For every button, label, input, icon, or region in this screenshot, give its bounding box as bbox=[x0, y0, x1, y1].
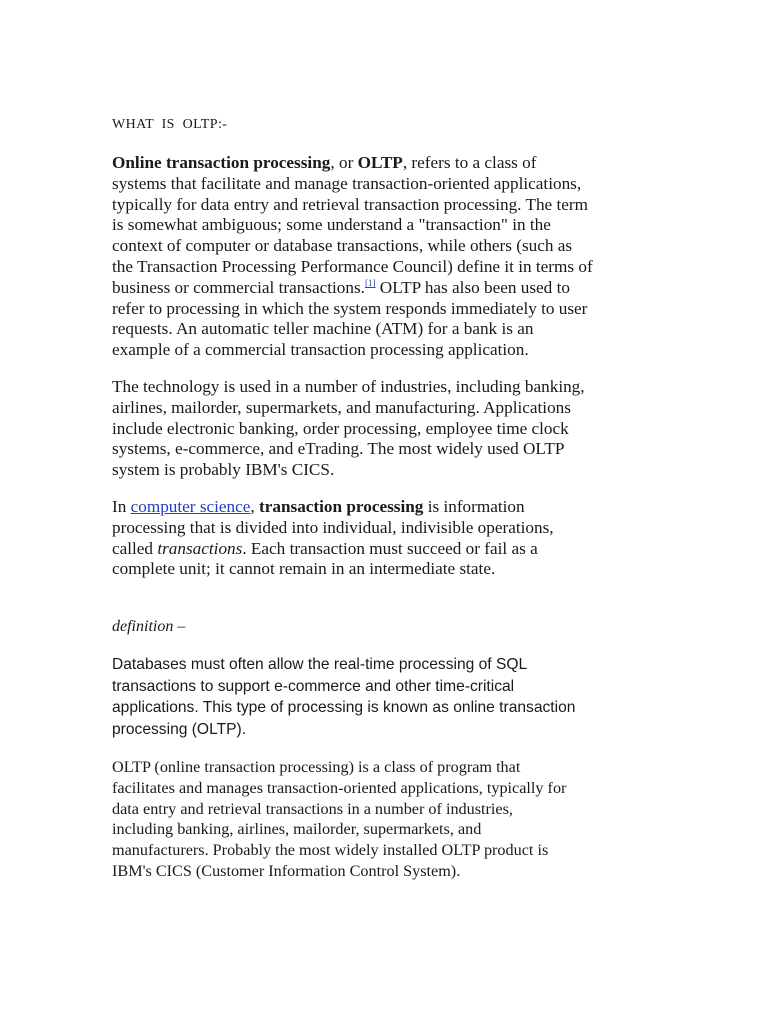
computer-science-link[interactable]: computer science bbox=[130, 497, 251, 516]
section-heading: WHAT IS OLTP:- bbox=[112, 117, 228, 132]
paragraph-oltp-program: OLTP (online transaction processing) is a class of program that facilitates and manages transaction-oriented applications, typically for data entry and retrieval transactions in a number of industries, including banking, airlines, mailorder, supermarkets, and manufacturers. Probably the most widely installed OLTP product is IBM's CICS (Customer Information Control System). bbox=[112, 758, 567, 880]
term-transactions: transactions bbox=[157, 538, 243, 558]
paragraph-transaction-processing: In computer science, transaction processing is information processing that is divided into individual, indivisible operations, called transactions. Each transaction must succeed or fail as a complete unit; it cannot remain in an intermediate state. bbox=[112, 497, 554, 579]
term-oltp: OLTP bbox=[357, 153, 403, 172]
paragraph-databases: Databases must often allow the real-time processing of SQL transactions to support e-commerce and other time-critical applications. This type of processing is known as online transaction processing (OLTP). bbox=[112, 656, 576, 738]
definition-label: definition – bbox=[112, 618, 186, 635]
paragraph-oltp-definition: Online transaction processing, or OLTP, refers to a class of systems that facilitate and manage transaction-oriented applications, typically for data entry and retrieval transaction processing. The term is somewhat ambiguous; some understand a "transaction" in the context of computer or database transactions, while others (such as the Transaction Processing Performance Council) define it in terms of business or commercial transactions.[1] OLTP has also been used to refer to processing in which the system responds immediately to user requests. An automatic teller machine (ATM) for a bank is an example of a commercial transaction processing application. bbox=[112, 153, 593, 360]
citation-link[interactable]: [1] bbox=[364, 277, 376, 288]
term-online-transaction-processing: Online transaction processing bbox=[112, 153, 331, 172]
paragraph-industries: The technology is used in a number of industries, including banking, airlines, mailorder, supermarkets, and manufacturing. Applications include electronic banking, order processing, employee time clock systems, e-commerce, and eTrading. The most widely used OLTP system is probably IBM's CICS. bbox=[112, 377, 585, 480]
term-transaction-processing: transaction processing bbox=[259, 497, 424, 516]
